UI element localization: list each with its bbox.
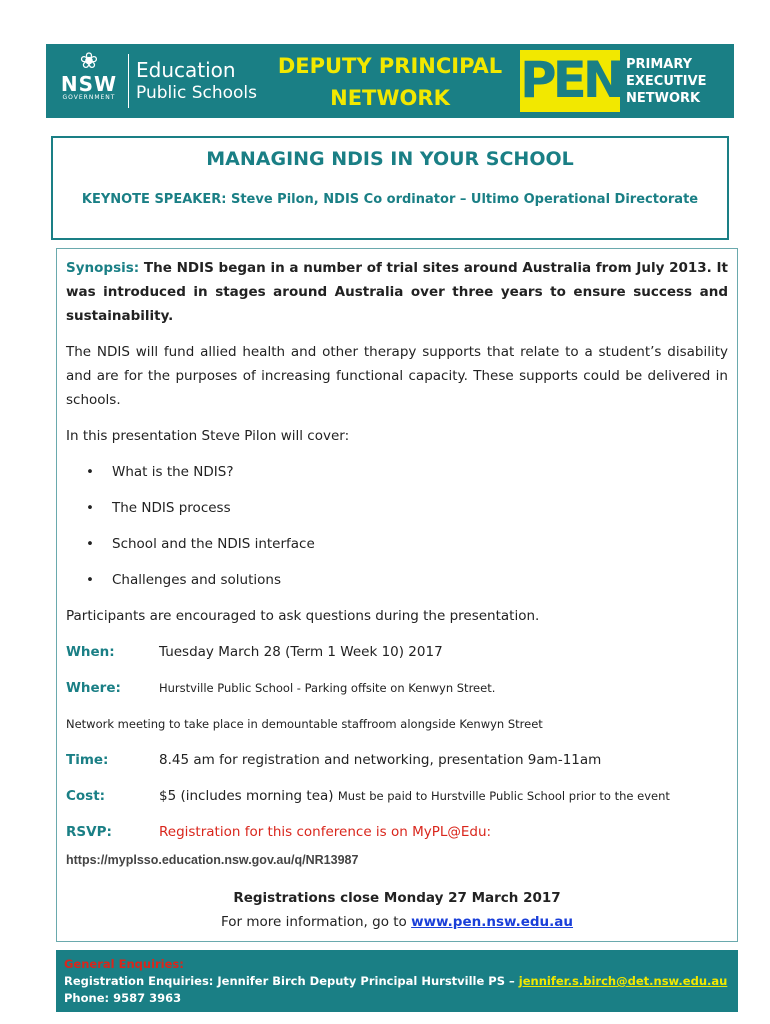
cost-note: Must be paid to Hurstville Public School prior to the event (337, 789, 670, 803)
waratah-icon: ❀ (79, 49, 99, 74)
registrations-close: Registrations close Monday 27 March 2017 (233, 890, 561, 906)
keynote-speaker: KEYNOTE SPEAKER: Steve Pilon, NDIS Co ordinator – Ultimo Operational Directorate (81, 192, 699, 207)
logo-government: GOVERNMENT (62, 94, 116, 101)
pen-logo: PEN (520, 51, 621, 109)
network-note: Network meeting to take place in demountable staffroom alongside Kenwyn Street (66, 717, 543, 731)
header-banner (46, 44, 734, 118)
more-info-text: For more information, go to (220, 914, 407, 930)
logo-education: Education (136, 58, 236, 82)
time-value: 8.45 am for registration and networking, presentation 9am-11am (159, 752, 602, 768)
phone: Phone: 9587 3963 (64, 991, 182, 1005)
pen-logo-words (626, 56, 707, 107)
network-title-line2: NETWORK (330, 86, 450, 110)
time-row (66, 748, 728, 772)
where-value: Hurstville Public School - Parking offsite on Kenwyn Street. (159, 681, 496, 695)
rsvp-value: Registration for this conference is on MyPL@Edu: (159, 824, 492, 840)
funding-paragraph: The NDIS will fund allied health and other therapy supports that relate to a student’s disability and are for the purposes of increasing functional capacity. These supports could be delivered in schools. (66, 344, 728, 408)
pen-website-link[interactable]: www.pen.nsw.edu.au (411, 914, 574, 930)
rsvp-row (66, 820, 728, 844)
rsvp-label: RSVP: (66, 824, 112, 840)
where-row (66, 676, 728, 700)
more-info (66, 910, 728, 934)
bullet-icon: • (86, 464, 94, 480)
cost-value (159, 784, 670, 808)
logo-nsw: NSW (60, 72, 118, 96)
questions-paragraph: Participants are encouraged to ask questions during the presentation. (66, 608, 540, 624)
nsw-government-logo (54, 50, 124, 112)
where-label: Where: (66, 680, 121, 696)
registration-enquiries: Registration Enquiries: Jennifer Birch Deputy Principal Hurstville PS – jennifer.s.birch@det.nsw.edu.au (64, 974, 728, 988)
education-logo (136, 58, 257, 104)
pen-word-network: NETWORK (626, 91, 701, 106)
footer (56, 950, 738, 1012)
bullet-icon: • (86, 536, 94, 552)
cost-row (66, 784, 728, 808)
time-label: Time: (66, 752, 109, 768)
when-value: Tuesday March 28 (Term 1 Week 10) 2017 (159, 644, 443, 660)
list-item: • What is the NDIS? (86, 460, 728, 484)
cost-label: Cost: (66, 788, 106, 804)
title-box (51, 136, 729, 240)
network-title-line1: DEPUTY PRINCIPAL (277, 54, 503, 78)
when-row (66, 640, 728, 664)
list-item: • School and the NDIS interface (86, 532, 728, 556)
content (66, 256, 728, 934)
pen-word-primary: PRIMARY (626, 57, 693, 72)
logo-divider (128, 54, 129, 108)
list-item: • The NDIS process (86, 496, 728, 520)
pen-word-executive: EXECUTIVE (626, 74, 707, 89)
coverage-intro: In this presentation Steve Pilon will cover: (66, 428, 350, 444)
when-label: When: (66, 644, 115, 660)
synopsis-label: Synopsis: (66, 260, 140, 276)
bullet-icon: • (86, 572, 94, 588)
general-enquiries: General Enquiries: (64, 957, 184, 971)
synopsis-paragraph (66, 256, 728, 328)
synopsis-first-letter: T (143, 260, 154, 276)
cost-amount: $5 (includes morning tea) (159, 788, 334, 804)
email-link[interactable]: jennifer.s.birch@det.nsw.edu.au (518, 974, 728, 988)
list-item: • Challenges and solutions (86, 568, 728, 592)
coverage-list (66, 460, 728, 592)
rsvp-url[interactable]: https://myplsso.education.nsw.gov.au/q/NR13987 (66, 853, 359, 867)
bullet-icon: • (86, 500, 94, 516)
page-title: MANAGING NDIS IN YOUR SCHOOL (206, 148, 574, 170)
synopsis-text: he NDIS began in a number of trial sites around Australia from July 2013. It was introduced in stages around Australia over three years to ensure success and sustainability. (66, 260, 728, 324)
logo-public-schools: Public Schools (136, 83, 258, 103)
network-title (270, 50, 510, 114)
